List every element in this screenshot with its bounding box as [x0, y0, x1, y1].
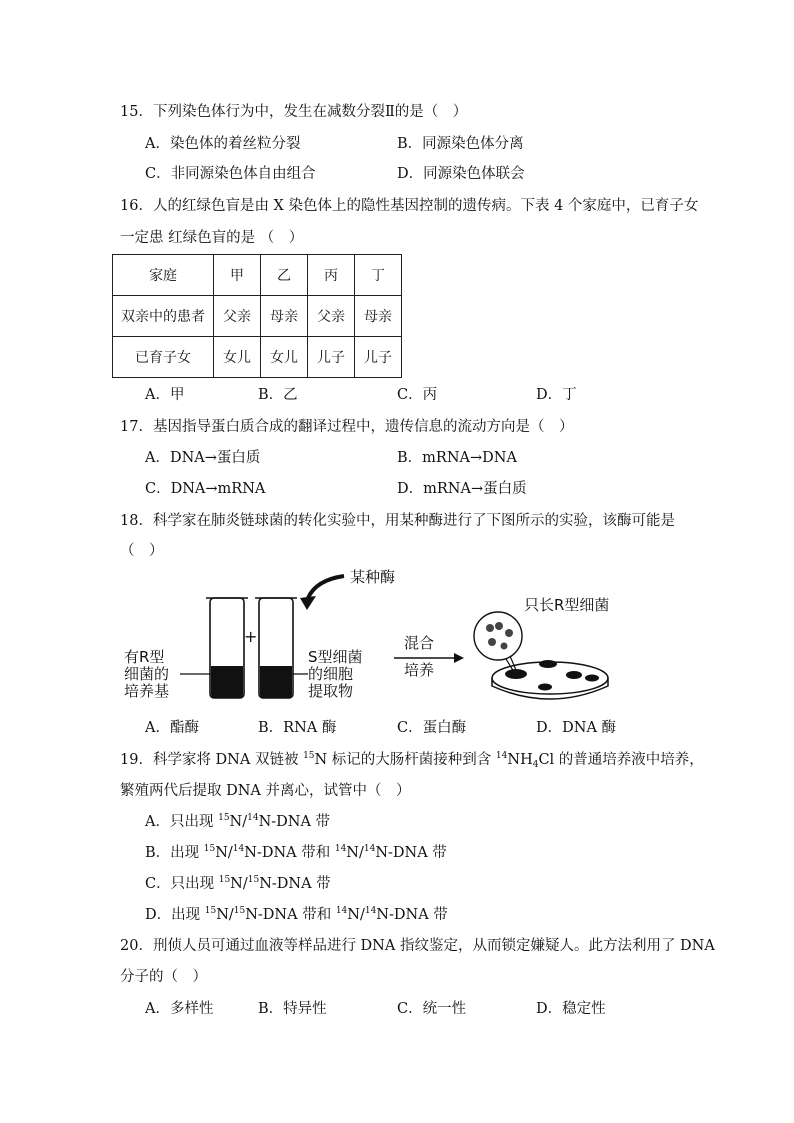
table-header-row	[113, 255, 402, 296]
table-header-cell: 丁	[355, 255, 402, 296]
family-table	[112, 254, 402, 378]
q16-option-c[interactable]: C．丙	[397, 387, 438, 403]
mix-label-line2: 培养	[404, 661, 435, 679]
table-row	[113, 296, 402, 337]
table-cell: 儿子	[355, 337, 402, 378]
table-cell: 女儿	[214, 337, 261, 378]
q19-option-d[interactable]: D．出现 $^{15}$N/$^{15}$N-DNA 带和 $^{14}$N/$^{14}$N-DNA 带	[145, 906, 448, 923]
table-cell: 母亲	[355, 296, 402, 337]
q18-option-c[interactable]: C．蛋白酶	[397, 720, 467, 736]
table-cell: 双亲中的患者	[113, 296, 214, 337]
left-label-line3: 培养基	[124, 682, 170, 700]
result-label: 只长R型细菌	[524, 596, 610, 614]
q15-option-c[interactable]: C．非同源染色体自由组合	[145, 166, 316, 182]
q20-option-a[interactable]: A．多样性	[145, 1001, 214, 1017]
q16-option-b[interactable]: B．乙	[258, 387, 298, 403]
q17-option-d[interactable]: D．mRNA→蛋白质	[397, 481, 527, 497]
q20-option-c[interactable]: C．统一性	[397, 1001, 467, 1017]
table-cell: 儿子	[308, 337, 355, 378]
q19-option-c[interactable]: C．只出现 $^{15}$N/$^{15}$N-DNA 带	[145, 875, 331, 892]
table-cell: 已育子女	[113, 337, 214, 378]
q19-option-b[interactable]: B．出现 $^{15}$N/$^{14}$N-DNA 带和 $^{14}$N/$^{14}$N-DNA 带	[145, 844, 447, 861]
q16-stem-line2: 一定患 红绿色盲的是 （ ）	[120, 230, 304, 246]
q18-option-d[interactable]: D．DNA 酶	[536, 720, 617, 736]
table-cell: 女儿	[261, 337, 308, 378]
q17-option-a[interactable]: A．DNA→蛋白质	[145, 450, 261, 466]
table-row	[113, 337, 402, 378]
enzyme-arrow-icon	[308, 576, 344, 598]
q15-option-d[interactable]: D．同源染色体联会	[397, 166, 525, 182]
q19-stem-line2: 繁殖两代后提取 DNA 并离心，试管中（ ）	[120, 783, 411, 799]
transformation-experiment-diagram	[118, 566, 638, 706]
magnified-colony-icon	[474, 612, 522, 672]
enzyme-label: 某种酶	[350, 568, 396, 586]
test-tube-left-icon	[206, 598, 248, 698]
q15-option-b[interactable]: B．同源染色体分离	[397, 136, 524, 152]
right-label-line3: 提取物	[308, 682, 354, 700]
left-label-line2: 细菌的	[124, 665, 170, 683]
q15-option-a[interactable]: A．染色体的着丝粒分裂	[145, 136, 301, 152]
left-label-line1: 有R型	[124, 648, 165, 666]
q20-option-b[interactable]: B．特异性	[258, 1001, 327, 1017]
table-cell: 父亲	[214, 296, 261, 337]
q16-stem-line1: 16．人的红绿色盲是由 X 染色体上的隐性基因控制的遗传病。下表 4 个家庭中，已育子女	[120, 198, 699, 214]
right-label-line2: 的细胞	[308, 665, 354, 683]
table-cell: 父亲	[308, 296, 355, 337]
enzyme-arrowhead-icon	[300, 596, 316, 610]
right-label-line1: S型细菌	[308, 648, 363, 666]
q18-option-a[interactable]: A．酯酶	[145, 720, 199, 736]
q20-stem-line2: 分子的（ ）	[120, 969, 207, 985]
q16-option-d[interactable]: D．丁	[536, 387, 577, 403]
q16-option-a[interactable]: A．甲	[145, 387, 185, 403]
plus-sign: +	[244, 627, 258, 646]
q20-option-d[interactable]: D．稳定性	[536, 1001, 606, 1017]
q17-option-b[interactable]: B．mRNA→DNA	[397, 450, 517, 466]
table-header-cell: 家庭	[113, 255, 214, 296]
table-header-cell: 甲	[214, 255, 261, 296]
petri-dish-icon	[492, 660, 608, 699]
q17-option-c[interactable]: C．DNA→mRNA	[145, 481, 266, 497]
q18-option-b[interactable]: B．RNA 酶	[258, 720, 337, 736]
table-cell: 母亲	[261, 296, 308, 337]
q19-stem-line1: 19．科学家将 DNA 双链被 $^{15}$N 标记的大肠杆菌接种到含 $^{14}NH_4Cl$ 的普通培养液中培养，	[120, 751, 704, 770]
q18-stem-line2: （ ）	[120, 543, 164, 559]
q19-option-a[interactable]: A．只出现 $^{15}$N/$^{14}$N-DNA 带	[145, 813, 331, 830]
q20-stem-line1: 20．刑侦人员可通过血液等样品进行 DNA 指纹鉴定，从而锁定嫌疑人。此方法利用了 DNA	[120, 938, 715, 954]
table-header-cell: 乙	[261, 255, 308, 296]
test-tube-right-icon	[255, 598, 297, 698]
table-header-cell: 丙	[308, 255, 355, 296]
mix-label-line1: 混合	[404, 634, 435, 652]
q15-stem: 15．下列染色体行为中，发生在减数分裂Ⅱ的是（ ）	[120, 104, 468, 120]
q17-stem: 17．基因指导蛋白质合成的翻译过程中，遗传信息的流动方向是（ ）	[120, 419, 574, 435]
q18-stem-line1: 18．科学家在肺炎链球菌的转化实验中，用某种酶进行了下图所示的实验，该酶可能是	[120, 513, 675, 529]
